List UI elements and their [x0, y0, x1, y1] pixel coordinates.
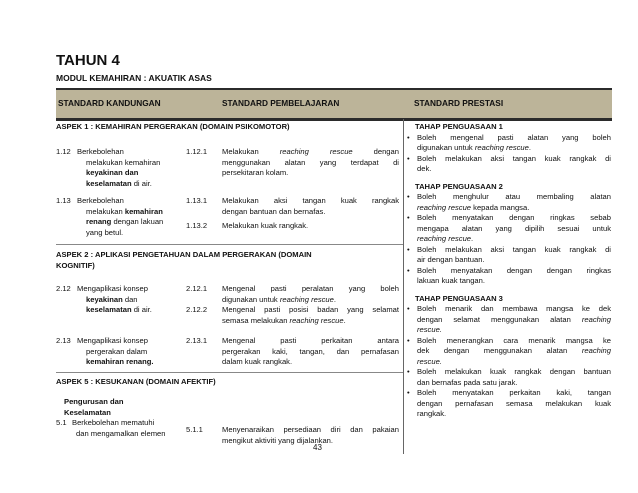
text-span: reaching	[581, 346, 611, 355]
tp2-bullet-2	[407, 213, 611, 245]
text-span: Melakukan	[222, 147, 259, 156]
text-line: Mengenal pasti posisi badan yang selamat	[222, 305, 399, 314]
text-line: dan mengamalkan elemen	[76, 428, 166, 438]
text-span: dengan	[373, 147, 399, 156]
sp-1-13-1-text	[222, 196, 399, 217]
text-span: perkaitan	[321, 336, 353, 345]
tp2-bullet-3	[407, 245, 611, 266]
text-span: .	[333, 294, 337, 304]
text-line: dan bernafas pada satu jarak.	[417, 377, 518, 387]
text-span: melakukan	[86, 206, 125, 216]
sp-code-2-13-1: 2.13.1	[186, 336, 208, 345]
text-span: reaching	[279, 147, 309, 156]
text-span: reaching rescue	[417, 202, 472, 212]
sk-code-1-12: 1.12	[56, 147, 71, 156]
sk-2-13-text	[77, 336, 187, 368]
text-span: antara	[377, 336, 399, 345]
tp1-bullet-2	[407, 154, 611, 175]
text-span: digunakan untuk	[417, 143, 475, 152]
text-line: air dengan bantuan.	[417, 255, 485, 264]
text-line: dengan bantuan dan bernafas.	[222, 206, 326, 216]
sp-2-12-1-text	[222, 284, 399, 305]
text-line: • Boleh melakukan kuak rangkak dengan bantuan	[417, 367, 611, 376]
text-span: .	[471, 234, 474, 243]
text-span: .	[343, 315, 346, 325]
aspek-5-title: ASPEK 5 : KESUKANAN (DOMAIN AFEKTIF)	[56, 377, 216, 386]
text-span: reaching rescue	[289, 315, 344, 325]
sk-1-12-text	[77, 147, 187, 189]
sp-code-2-12-1: 2.12.1	[186, 284, 208, 293]
text-line: lakuan kuak tangan.	[417, 276, 485, 285]
text-line: ASPEK 2 : APLIKASI PENGETAHUAN DALAM PERGERAKAN (DOMAIN	[56, 250, 312, 259]
row-separator	[56, 372, 403, 373]
header-standard-pembelajaran: STANDARD PEMBELAJARAN	[222, 98, 340, 108]
text-span: dan	[122, 294, 138, 304]
text-line: • Boleh melakukan aksi tangan kuak rangkak di	[417, 244, 611, 254]
sp-1-13-2-text: Melakukan kuak rangkak.	[222, 221, 309, 230]
text-span: pasti	[280, 336, 297, 345]
text-span: renang	[86, 217, 112, 226]
text-line: • Boleh menyatakan dengan ringkas sebab	[417, 213, 611, 222]
sk-2-12-text	[77, 284, 187, 316]
text-line: dek.	[417, 164, 432, 173]
page-number: 43	[313, 443, 322, 452]
text-line: rescue.	[417, 356, 442, 366]
tp1-title: TAHAP PENGUASAAN 1	[415, 122, 503, 131]
tp2-title: TAHAP PENGUASAAN 2	[415, 181, 503, 191]
tp3-bullet-1	[407, 304, 611, 336]
text-line: • Boleh menghulur atau membaling alatan	[417, 192, 611, 201]
text-line: rangkak.	[417, 409, 447, 418]
tp2-bullet-4	[407, 266, 611, 287]
tp3-bullet-4	[407, 388, 611, 420]
text-span: dengan lakuan	[111, 217, 164, 226]
text-line: melakukan kemahiran	[86, 157, 161, 167]
tp3-bullet-2	[407, 336, 611, 368]
text-span: .	[528, 143, 532, 152]
header-standard-kandungan: STANDARD KANDUNGAN	[58, 98, 161, 108]
text-line: Pengurusan dan	[64, 397, 124, 406]
text-span: reaching rescue	[279, 294, 334, 304]
sk-code-1-13: 1.13	[56, 196, 71, 205]
sp-1-12-1-text	[222, 147, 399, 179]
header-standard-prestasi: STANDARD PRESTASI	[414, 98, 504, 108]
text-line: kemahiran renang.	[86, 357, 154, 366]
tp3-bullet-3	[407, 367, 611, 388]
text-line: pergerakan kaki, tangan, dan pernafasan	[222, 346, 399, 356]
text-span: reaching rescue	[417, 234, 472, 243]
aspek-5-heading	[64, 397, 184, 418]
text-line: mengapa alatan yang dipilih sesuai untuk	[417, 223, 611, 233]
sp-code-1-12-1: 1.12.1	[186, 147, 208, 156]
text-line: Mengaplikasi konsep	[77, 336, 148, 345]
text-span: keselamatan	[86, 305, 132, 314]
sk-1-13-text	[77, 196, 187, 238]
text-line: menggunakan alatan yang terdapat di	[222, 157, 399, 167]
text-line: keyakinan dan	[86, 168, 139, 177]
module-subtitle: MODUL KEMAHIRAN : AKUATIK ASAS	[56, 73, 212, 83]
text-span: di air.	[131, 305, 152, 314]
tp2-bullet-1	[407, 192, 611, 213]
sk-code-2-13: 2.13	[56, 336, 71, 345]
text-line: Mengaplikasi konsep	[77, 284, 148, 293]
text-line: Berkebolehan	[77, 147, 124, 156]
text-span: Mengenal	[222, 336, 256, 345]
page-title: TAHUN 4	[56, 52, 120, 69]
text-line: yang betul.	[86, 227, 124, 237]
text-line: Menyenaraikan persediaan diri dan pakaian	[222, 425, 399, 434]
aspek-1-title: ASPEK 1 : KEMAHIRAN PERGERAKAN (DOMAIN PSIKOMOTOR)	[56, 122, 290, 131]
text-span: dek dengan menggunakan alatan	[417, 346, 582, 355]
sp-code-5-1-1: 5.1.1	[186, 425, 203, 434]
text-line: Mengenal pasti peralatan yang boleh	[222, 284, 399, 293]
text-line: • Boleh melakukan aksi tangan kuak rangkak di	[417, 153, 611, 163]
sp-2-13-1-text	[222, 336, 399, 368]
text-line: • Boleh menerangkan cara menarik mangsa ke	[417, 335, 611, 345]
text-span: kepada mangsa.	[471, 202, 530, 212]
text-line: • Boleh menyatakan perkaitan kaki, tangan	[417, 388, 611, 397]
sk-5-1-text	[72, 418, 188, 439]
aspek-2-title	[56, 250, 401, 271]
text-line: Keselamatan	[64, 407, 111, 417]
sp-code-1-13-1: 1.13.1	[186, 196, 208, 205]
tp1-bullet-1	[407, 133, 611, 154]
text-line: • Boleh menyatakan dengan dengan ringkas	[417, 265, 611, 275]
text-line: dalam kuak rangkak.	[222, 357, 293, 366]
text-line: dengan pernafasan semasa melakukan kuak	[417, 398, 611, 408]
text-span: semasa melakukan	[222, 315, 290, 325]
text-span: digunakan untuk	[222, 294, 280, 304]
text-line: KOGNITIF)	[56, 260, 95, 270]
prestasi-column	[407, 122, 611, 420]
text-line: rescue.	[417, 325, 442, 334]
text-span: keyakinan	[86, 294, 123, 304]
text-span: keselamatan	[86, 178, 132, 188]
text-line: mengikut aktiviti yang dijalankan.	[222, 435, 334, 445]
sk-code-2-12: 2.12	[56, 284, 71, 293]
text-span: reaching	[581, 314, 611, 324]
text-span: dengan selamat menggunakan alatan	[417, 314, 582, 324]
row-separator	[56, 244, 403, 245]
sp-5-1-1-text	[222, 425, 399, 446]
text-line: • Boleh menarik dan membawa mangsa ke dek	[417, 304, 611, 313]
sk-code-5-1: 5.1	[56, 418, 67, 427]
text-span: kemahiran	[124, 206, 163, 216]
text-line: persekitaran kolam.	[222, 168, 289, 177]
column-divider	[403, 119, 404, 454]
text-line: Berkebolehan	[77, 196, 124, 205]
sp-code-2-12-2: 2.12.2	[186, 305, 208, 314]
text-span: reaching rescue	[474, 143, 529, 152]
sp-2-12-2-text	[222, 305, 399, 326]
tp3-title: TAHAP PENGUASAAN 3	[415, 293, 503, 303]
text-span: di air.	[131, 178, 152, 188]
text-span: rescue	[329, 147, 353, 156]
text-line: pergerakan dalam	[86, 346, 148, 356]
text-line: Melakukan aksi tangan kuak rangkak	[222, 196, 399, 205]
sp-code-1-13-2: 1.13.2	[186, 221, 208, 230]
text-line: Berkebolehan mematuhi	[72, 418, 155, 427]
text-line: • Boleh mengenal pasti alatan yang boleh	[417, 132, 611, 142]
